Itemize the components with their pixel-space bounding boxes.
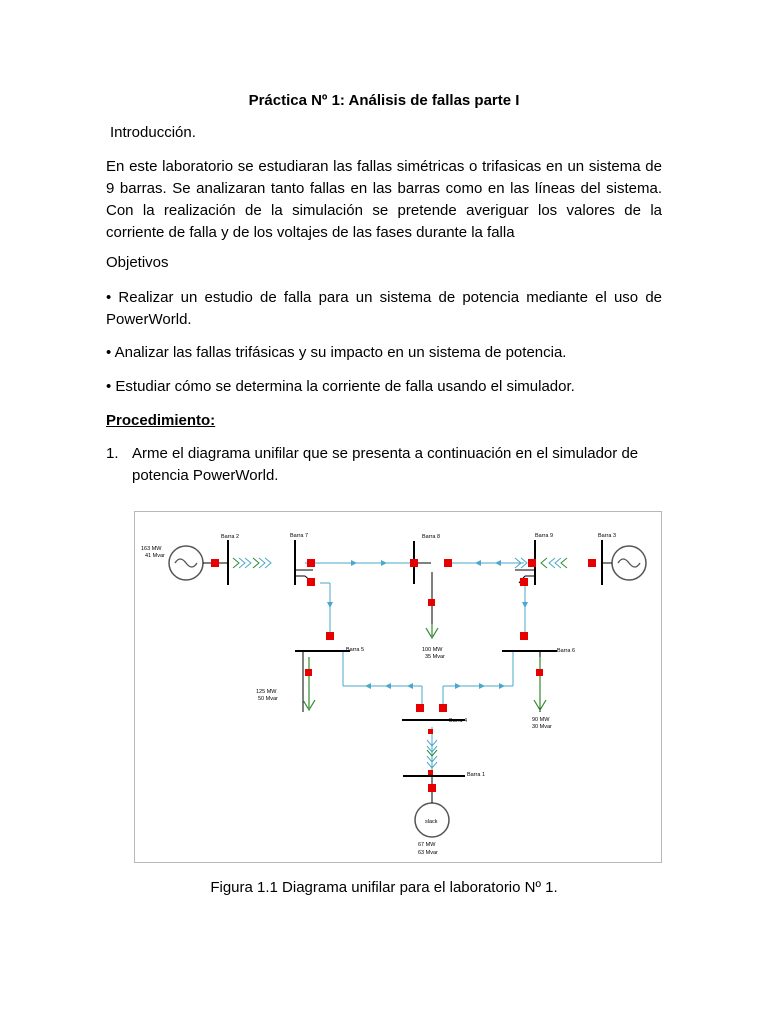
objective-item: • Realizar un estudio de falla para un sistema de potencia mediante el uso de PowerWorld. [106, 289, 662, 328]
breaker [416, 704, 424, 712]
breaker [410, 559, 418, 567]
procedure-heading: Procedimiento: [106, 412, 216, 429]
intro-heading: Introducción. [110, 124, 196, 141]
breaker [588, 559, 596, 567]
load-arrows [303, 624, 546, 710]
gen1-mvar: 63 Mvar [418, 850, 438, 856]
breaker [439, 704, 447, 712]
breaker [520, 632, 528, 640]
bus-label: Barra 6 [557, 648, 576, 654]
diagram-labels [141, 533, 616, 856]
transformers-green [233, 558, 567, 756]
bus-label: Barra 1 [467, 772, 486, 778]
bus-label: Barra 9 [535, 533, 554, 539]
load5-mvar: 50 Mvar [258, 696, 278, 702]
objectives-heading: Objetivos [106, 254, 169, 271]
load6-mw: 90 MW [532, 717, 550, 723]
bus-label: Barra 7 [290, 533, 309, 539]
bus-label: Barra 5 [346, 647, 365, 653]
breaker [528, 559, 536, 567]
one-line-diagram-figure [134, 511, 662, 863]
objective-item: • Analizar las fallas trifásicas y su impacto en un sistema de potencia. [106, 344, 567, 361]
bus-label: Barra 8 [422, 534, 441, 540]
one-line-diagram [135, 512, 661, 862]
figure-caption: Figura 1.1 Diagrama unifilar para el laboratorio Nº 1. [210, 879, 558, 896]
step-text: Arme el diagrama unifilar que se presenta a continuación en el simulador de potencia PowerWorld. [132, 445, 639, 484]
load5-mw: 125 MW [256, 689, 277, 695]
slack-label: slack [425, 819, 438, 825]
flow-arrows [327, 560, 528, 689]
breaker [307, 559, 315, 567]
breaker [520, 578, 528, 586]
gen2-mvar: 41 Mvar [145, 553, 165, 559]
gen2-mw: 163 MW [141, 546, 162, 552]
breaker [428, 770, 433, 775]
step-number: 1. [106, 445, 119, 462]
breaker [326, 632, 334, 640]
document-title: Práctica Nº 1: Análisis de fallas parte I [248, 92, 520, 109]
breaker [536, 669, 543, 676]
breaker [211, 559, 219, 567]
objective-item: • Estudiar cómo se determina la corriente de falla usando el simulador. [106, 378, 575, 395]
breaker [307, 578, 315, 586]
generators [169, 546, 646, 837]
breaker [428, 784, 436, 792]
buses [228, 540, 602, 776]
bus-label: Barra 4 [449, 718, 468, 724]
gen1-mw: 67 MW [418, 842, 436, 848]
bus-label: Barra 3 [598, 533, 617, 539]
bus-label: Barra 2 [221, 534, 240, 540]
load8-mw: 100 MW [422, 647, 443, 653]
transmission-lines [305, 563, 525, 784]
breaker [428, 599, 435, 606]
intro-paragraph: En este laboratorio se estudiaran las fallas simétricas o trifasicas en un sistema de 9 barras. Se analizaran tanto fallas en las barras como en las líneas del sistema. Con la realización de la simulación se pretende averiguar los valores de la corriente de falla y de los voltajes de las fases durante la falla [106, 158, 662, 241]
load8-mvar: 35 Mvar [425, 654, 445, 660]
breaker [444, 559, 452, 567]
breaker [305, 669, 312, 676]
breaker [428, 729, 433, 734]
load6-mvar: 30 Mvar [532, 724, 552, 730]
breakers [211, 559, 596, 792]
